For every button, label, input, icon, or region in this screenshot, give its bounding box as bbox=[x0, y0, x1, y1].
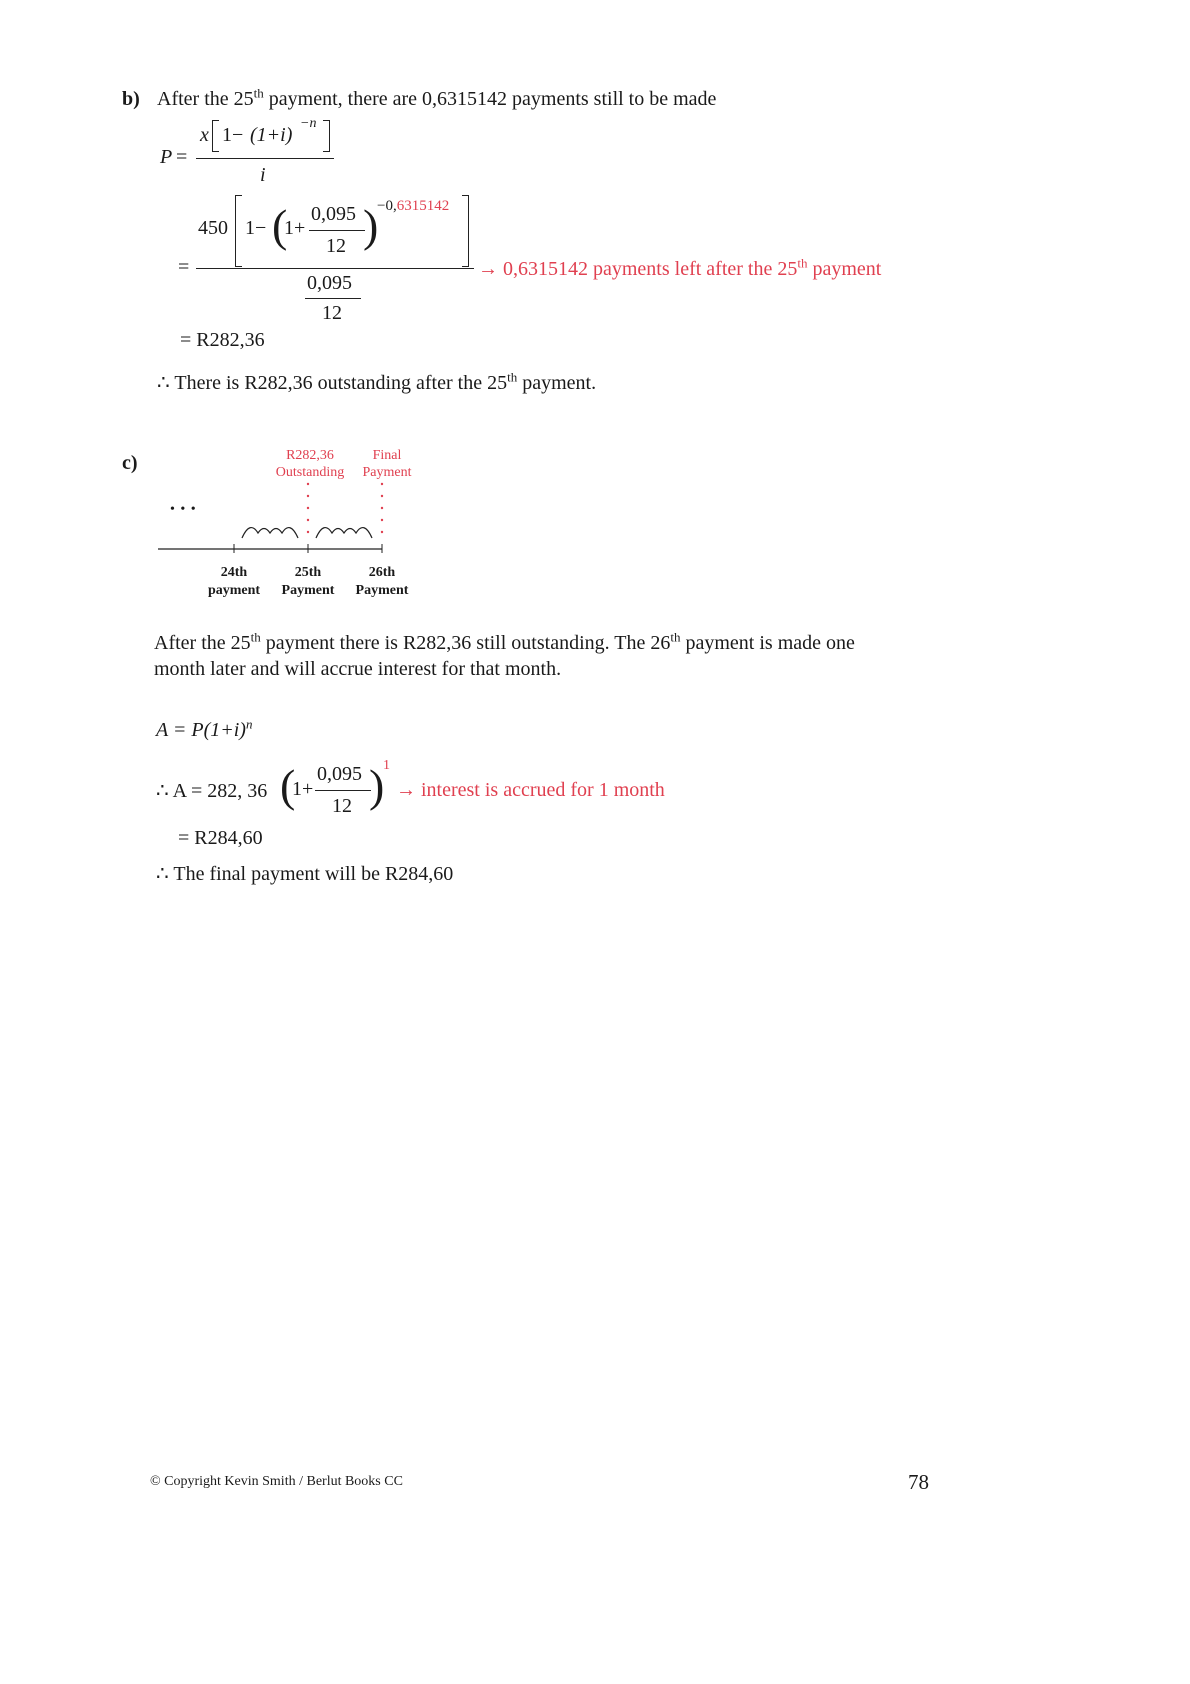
part-c-result: = R284,60 bbox=[178, 827, 263, 849]
compound-formula-exp: n bbox=[245, 716, 253, 732]
calc-therefore: ∴ A = 282, 36 bbox=[156, 780, 268, 802]
conclusion-sup: th bbox=[507, 369, 518, 385]
sub-exp-red: 6315142 bbox=[396, 198, 450, 214]
sub-rate-den: 12 bbox=[326, 235, 346, 257]
calc-paren-right: ) bbox=[369, 760, 385, 811]
para-text-c: payment is made one bbox=[680, 632, 855, 654]
formula-bracket-left bbox=[212, 120, 219, 152]
formula-num-x: x bbox=[200, 124, 209, 146]
calc-paren-left: ( bbox=[280, 760, 296, 811]
sub-one-minus: 1− bbox=[245, 217, 267, 239]
formula-num-base: (1+i) bbox=[250, 124, 293, 146]
sub-eq: = bbox=[178, 256, 190, 278]
para-sup-1: th bbox=[250, 629, 261, 645]
calc-one-plus: 1+ bbox=[292, 778, 314, 800]
formula-fraction-bar bbox=[196, 158, 334, 159]
part-b-result: = R282,36 bbox=[180, 329, 265, 351]
intro-text-b: payment, there are 0,6315142 payments still to be made bbox=[263, 88, 717, 110]
dotted-marker-26th bbox=[381, 483, 383, 533]
sub-bracket-left bbox=[235, 195, 242, 267]
calc-rate-num: 0,095 bbox=[317, 763, 362, 785]
formula-den: i bbox=[260, 164, 266, 186]
sub-rate-num: 0,095 bbox=[311, 203, 356, 225]
page-number: 78 bbox=[908, 1470, 929, 1494]
tick-label-line2: Payment bbox=[281, 583, 335, 598]
interest-wave-2 bbox=[316, 528, 372, 538]
part-c-paragraph-line1 bbox=[154, 629, 855, 655]
sub-one-plus: 1+ bbox=[284, 217, 306, 239]
red-label-line2: Outstanding bbox=[275, 465, 345, 480]
tick-label-line1: 26th bbox=[368, 565, 396, 580]
timeline-red-label-outstanding bbox=[268, 447, 352, 481]
formula-num-one-minus: 1− bbox=[222, 124, 244, 146]
red-label-line2: Payment bbox=[362, 465, 412, 480]
sub-paren-left: ( bbox=[272, 200, 288, 251]
sub-den-bar bbox=[305, 298, 361, 299]
part-b-conclusion bbox=[157, 370, 596, 395]
calc-rate-bar bbox=[315, 790, 371, 791]
part-b-label: b) bbox=[122, 88, 140, 110]
part-b-note bbox=[478, 255, 882, 281]
calc-rate-den: 12 bbox=[332, 795, 352, 817]
part-c-conclusion: ∴ The final payment will be R284,60 bbox=[156, 863, 454, 885]
part-b-intro bbox=[157, 85, 717, 111]
sub-paren-right: ) bbox=[363, 200, 379, 251]
formula-num-exp: −n bbox=[300, 116, 317, 131]
tick-label-line2: payment bbox=[207, 583, 261, 598]
tick-label-line1: 24th bbox=[220, 565, 248, 580]
compound-formula-body: A = P(1+i) bbox=[156, 719, 246, 741]
timeline-ellipsis: • • • bbox=[170, 502, 197, 517]
red-label-line1: R282,36 bbox=[286, 448, 334, 463]
intro-text-a: After the 25 bbox=[157, 88, 254, 110]
note-text-a: → 0,6315142 payments left after the 25 bbox=[478, 258, 798, 280]
calc-exp: 1 bbox=[383, 758, 390, 773]
footer-copyright: © Copyright Kevin Smith / Berlut Books CC bbox=[150, 1474, 403, 1489]
conclusion-text-b: payment. bbox=[517, 372, 597, 394]
para-text-a: After the 25 bbox=[154, 632, 251, 654]
para-sup-2: th bbox=[670, 629, 681, 645]
part-c-label: c) bbox=[122, 452, 138, 474]
formula-lhs: P bbox=[160, 146, 173, 168]
sub-rate-bar bbox=[309, 230, 365, 231]
sub-exponent bbox=[377, 198, 449, 215]
para-text-b: payment there is R282,36 still outstanding. The 26 bbox=[260, 632, 671, 654]
dotted-marker-25th bbox=[307, 483, 309, 533]
intro-sup: th bbox=[253, 85, 264, 101]
timeline-label-25th bbox=[270, 564, 346, 600]
timeline-label-24th bbox=[196, 564, 272, 600]
sub-exp-sign: −0, bbox=[377, 198, 397, 214]
sub-coef: 450 bbox=[198, 217, 228, 239]
note-sup: th bbox=[797, 255, 808, 271]
interest-wave-1 bbox=[242, 528, 298, 538]
sub-den-den: 12 bbox=[322, 302, 342, 324]
compound-formula bbox=[156, 716, 253, 742]
timeline-red-label-final bbox=[352, 447, 422, 481]
sub-fraction-bar bbox=[196, 268, 474, 269]
formula-eq: = bbox=[176, 146, 188, 168]
timeline-label-26th bbox=[344, 564, 420, 600]
red-label-line1: Final bbox=[372, 448, 402, 463]
sub-den-num: 0,095 bbox=[307, 272, 352, 294]
sub-bracket-right bbox=[462, 195, 469, 267]
conclusion-text-a: ∴ There is R282,36 outstanding after the 25 bbox=[157, 372, 508, 394]
calc-note: → interest is accrued for 1 month bbox=[396, 779, 665, 801]
timeline-graphic bbox=[150, 478, 400, 568]
tick-label-line2: Payment bbox=[355, 583, 409, 598]
formula-bracket-right bbox=[323, 120, 330, 152]
note-text-b: payment bbox=[807, 258, 882, 280]
part-c-paragraph-line2: month later and will accrue interest for that month. bbox=[154, 658, 562, 680]
tick-label-line1: 25th bbox=[294, 565, 322, 580]
